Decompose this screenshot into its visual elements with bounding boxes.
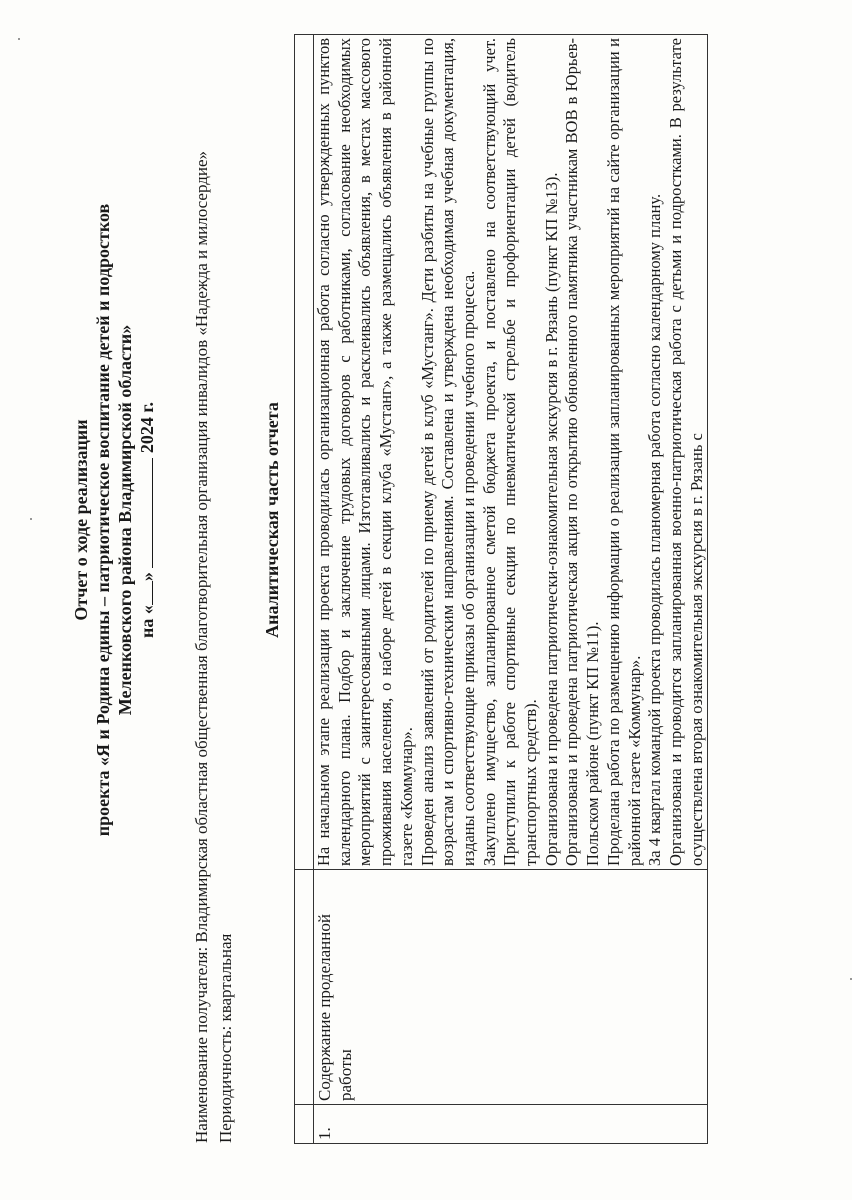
table-row [314, 35, 708, 1144]
title-line-2: проекта «Я и Родина едины – патриотическое воспитание детей и подростков [93, 203, 113, 837]
date-prefix: на « [137, 605, 157, 639]
content-paragraph: Проведен анализ заявлений от родителей по приему детей в клуб «Мустанг». Дети разбиты на учебные группы по возрастам и спортивно-техническим направлениям. Составлена и утверждена необходимая учебная документация, изданы соответствующие приказы об организации и проведении учебного процесса. [417, 38, 478, 866]
content-paragraph: Организована и проведена патриотическая акция по открытию обновленного памятника участникам ВОВ в Юрьев-Польском районе (пункт КП №11). [562, 38, 603, 866]
content-paragraph: На начальном этапе реализации проекта проводилась организационная работа согласно утвержденных пунктов календарного плана. Подбор и заключение трудовых договоров с работниками, согласование необходимых мероприятий с заинтересованными лицами. Изготавливались и расклеивались объявления, в местах массового проживания населения, о наборе детей в секции клуба «Мустанг», а также размещались объявления в районной газете «Коммунар». [314, 38, 416, 866]
report-date-line [136, 402, 158, 638]
month-blank [136, 458, 153, 568]
periodicity: Периодичность: квартальная [216, 933, 235, 1143]
date-suffix: 2024 г. [137, 401, 157, 454]
row-label: Содержание проделанной работы [314, 870, 708, 1105]
section-heading: Аналитическая часть отчета [262, 402, 282, 638]
table-header-row [295, 35, 314, 1144]
table-cell [295, 1105, 314, 1144]
date-mid: » [137, 572, 157, 582]
title-line-1: Отчет о ходе реализации [71, 419, 91, 621]
scan-speck [30, 518, 32, 520]
report-table [294, 34, 708, 1144]
table-cell [295, 870, 314, 1105]
report-title-block [70, 170, 158, 870]
report-meta [190, 63, 238, 1143]
row-number: 1. [314, 1105, 708, 1144]
scan-speck [18, 38, 20, 40]
recipient-name: Наименование получателя: Владимирская областная общественная благотворительная организация инвалидов «Надежда и милосердие» [192, 150, 211, 1143]
content-paragraph: Закуплено имущество, запланированное сметой бюджета проекта, и поставлено на соответствующий учет. Приступили к работе спортивные секции по пневматической стрельбе и профориентации детей (водитель транспортных средств). [479, 38, 541, 866]
day-blank [136, 581, 153, 605]
content-paragraph: Организована и проведена патриотически-ознакомительная экскурсия в г. Рязань (пункт КП №13). [541, 172, 561, 866]
table-cell [295, 35, 314, 870]
content-paragraph: Проделана работа по размещению информации о реализации запланированных мероприятий на сайте организации и районной газете «Коммунар». [603, 38, 644, 866]
content-paragraph: Организована и проводится запланированная военно-патриотическая работа с детьми и подростками. В результате осуществлена вторая ознакомительная экскурсия в г. Рязань с [665, 38, 706, 866]
content-paragraph: За 4 квартал командой проекта проводилась планомерная работа согласно календарному плану. [645, 193, 665, 866]
row-content [314, 35, 708, 870]
title-line-3: Меленковского района Владимирской области» [115, 324, 135, 716]
